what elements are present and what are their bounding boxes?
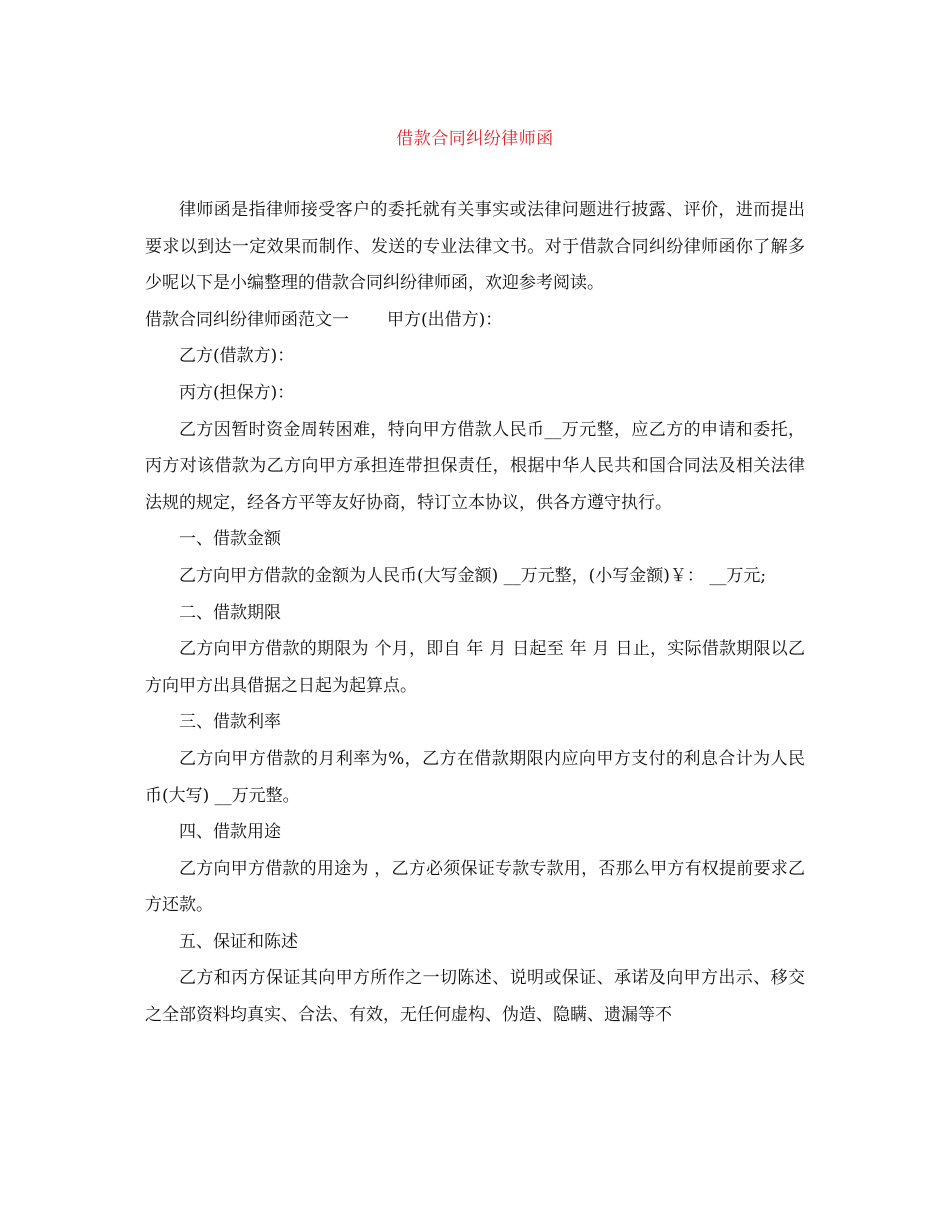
intro-paragraph: 律师函是指律师接受客户的委托就有关事实或法律问题进行披露、评价，进而提出要求以到达一定效果而制作、发送的专业法律文书。对于借款合同纠纷律师函你了解多少呢以下是小编整理的借款合同纠纷律师函，欢迎参考阅读。	[145, 200, 805, 294]
party-c-label: 丙方(担保方)：	[179, 382, 295, 403]
sample-heading: 借款合同纠纷律师函范文一	[145, 309, 349, 330]
sample-heading-line	[145, 302, 805, 339]
section-text: 乙方向甲方借款的月利率为%，乙方在借款期限内应向甲方支付的利息合计为人民币(大写) __万元整。	[145, 748, 805, 806]
document-title: 借款合同纠纷律师函	[396, 129, 554, 149]
preamble-paragraph: 乙方因暂时资金周转困难，特向甲方借款人民币__万元整，应乙方的申请和委托，丙方对该借款为乙方向甲方承担连带担保责任，根据中华人民共和国合同法及相关法律法规的规定，经各方平等友好协商，特订立本协议，供各方遵守执行。	[145, 419, 805, 513]
section-heading: 一、借款金额	[179, 529, 281, 550]
section-heading: 四、借款用途	[179, 822, 281, 843]
section-text: 乙方向甲方借款的用途为 ，乙方必须保证专款专款用，否那么甲方有权提前要求乙方还款。	[145, 858, 805, 916]
section-heading: 二、借款期限	[179, 602, 281, 623]
section-heading: 三、借款利率	[179, 712, 281, 733]
section-text: 乙方向甲方借款的金额为人民币(大写金额) __万元整，(小写金额)￥： __万元;	[179, 565, 767, 586]
section-text: 乙方和丙方保证其向甲方所作之一切陈述、说明或保证、承诺及向甲方出示、移交之全部资料均真实、合法、有效，无任何虚构、伪造、隐瞒、遗漏等不	[145, 968, 805, 1026]
party-b-label: 乙方(借款方)：	[179, 346, 295, 367]
section-text: 乙方向甲方借款的期限为 个月，即自 年 月 日起至 年 月 日止，实际借款期限以乙方向甲方出具借据之日起为起算点。	[145, 639, 805, 696]
document-body	[145, 192, 805, 1034]
section-heading: 五、保证和陈述	[179, 931, 298, 952]
party-a-label: 甲方(出借方)：	[387, 309, 503, 330]
